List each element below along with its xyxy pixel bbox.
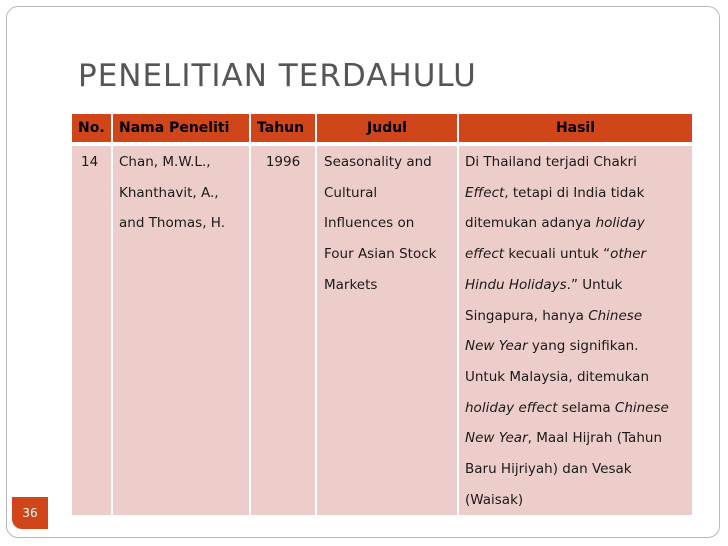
table-row xyxy=(72,146,692,515)
header-tahun: Tahun xyxy=(251,114,317,146)
research-table xyxy=(72,114,692,515)
slide-number: 36 xyxy=(12,497,48,529)
cell-nama-peneliti: Chan, M.W.L., Khanthavit, A., and Thomas, H. xyxy=(113,146,251,515)
header-nama-peneliti: Nama Peneliti xyxy=(113,114,251,146)
cell-hasil: Di Thailand terjadi Chakri Effect, tetapi di India tidak ditemukan adanya holiday effect kecuali untuk “other Hindu Holidays.” Untuk Singapura, hanya Chinese New Year yang signifikan. Untuk Malaysia, ditemukan holiday effect selama Chinese New Year, Maal Hijrah (Tahun Baru Hijriyah) dan Vesak (Waisak) xyxy=(459,146,692,515)
header-judul: Judul xyxy=(317,114,459,146)
table-header-row xyxy=(72,114,692,146)
cell-judul: Seasonality and Cultural Influences on Four Asian Stock Markets xyxy=(317,146,459,515)
cell-no: 14 xyxy=(72,146,113,515)
header-hasil: Hasil xyxy=(459,114,692,146)
slide-title: PENELITIAN TERDAHULU xyxy=(78,58,477,94)
header-no: No. xyxy=(72,114,113,146)
cell-tahun: 1996 xyxy=(251,146,317,515)
